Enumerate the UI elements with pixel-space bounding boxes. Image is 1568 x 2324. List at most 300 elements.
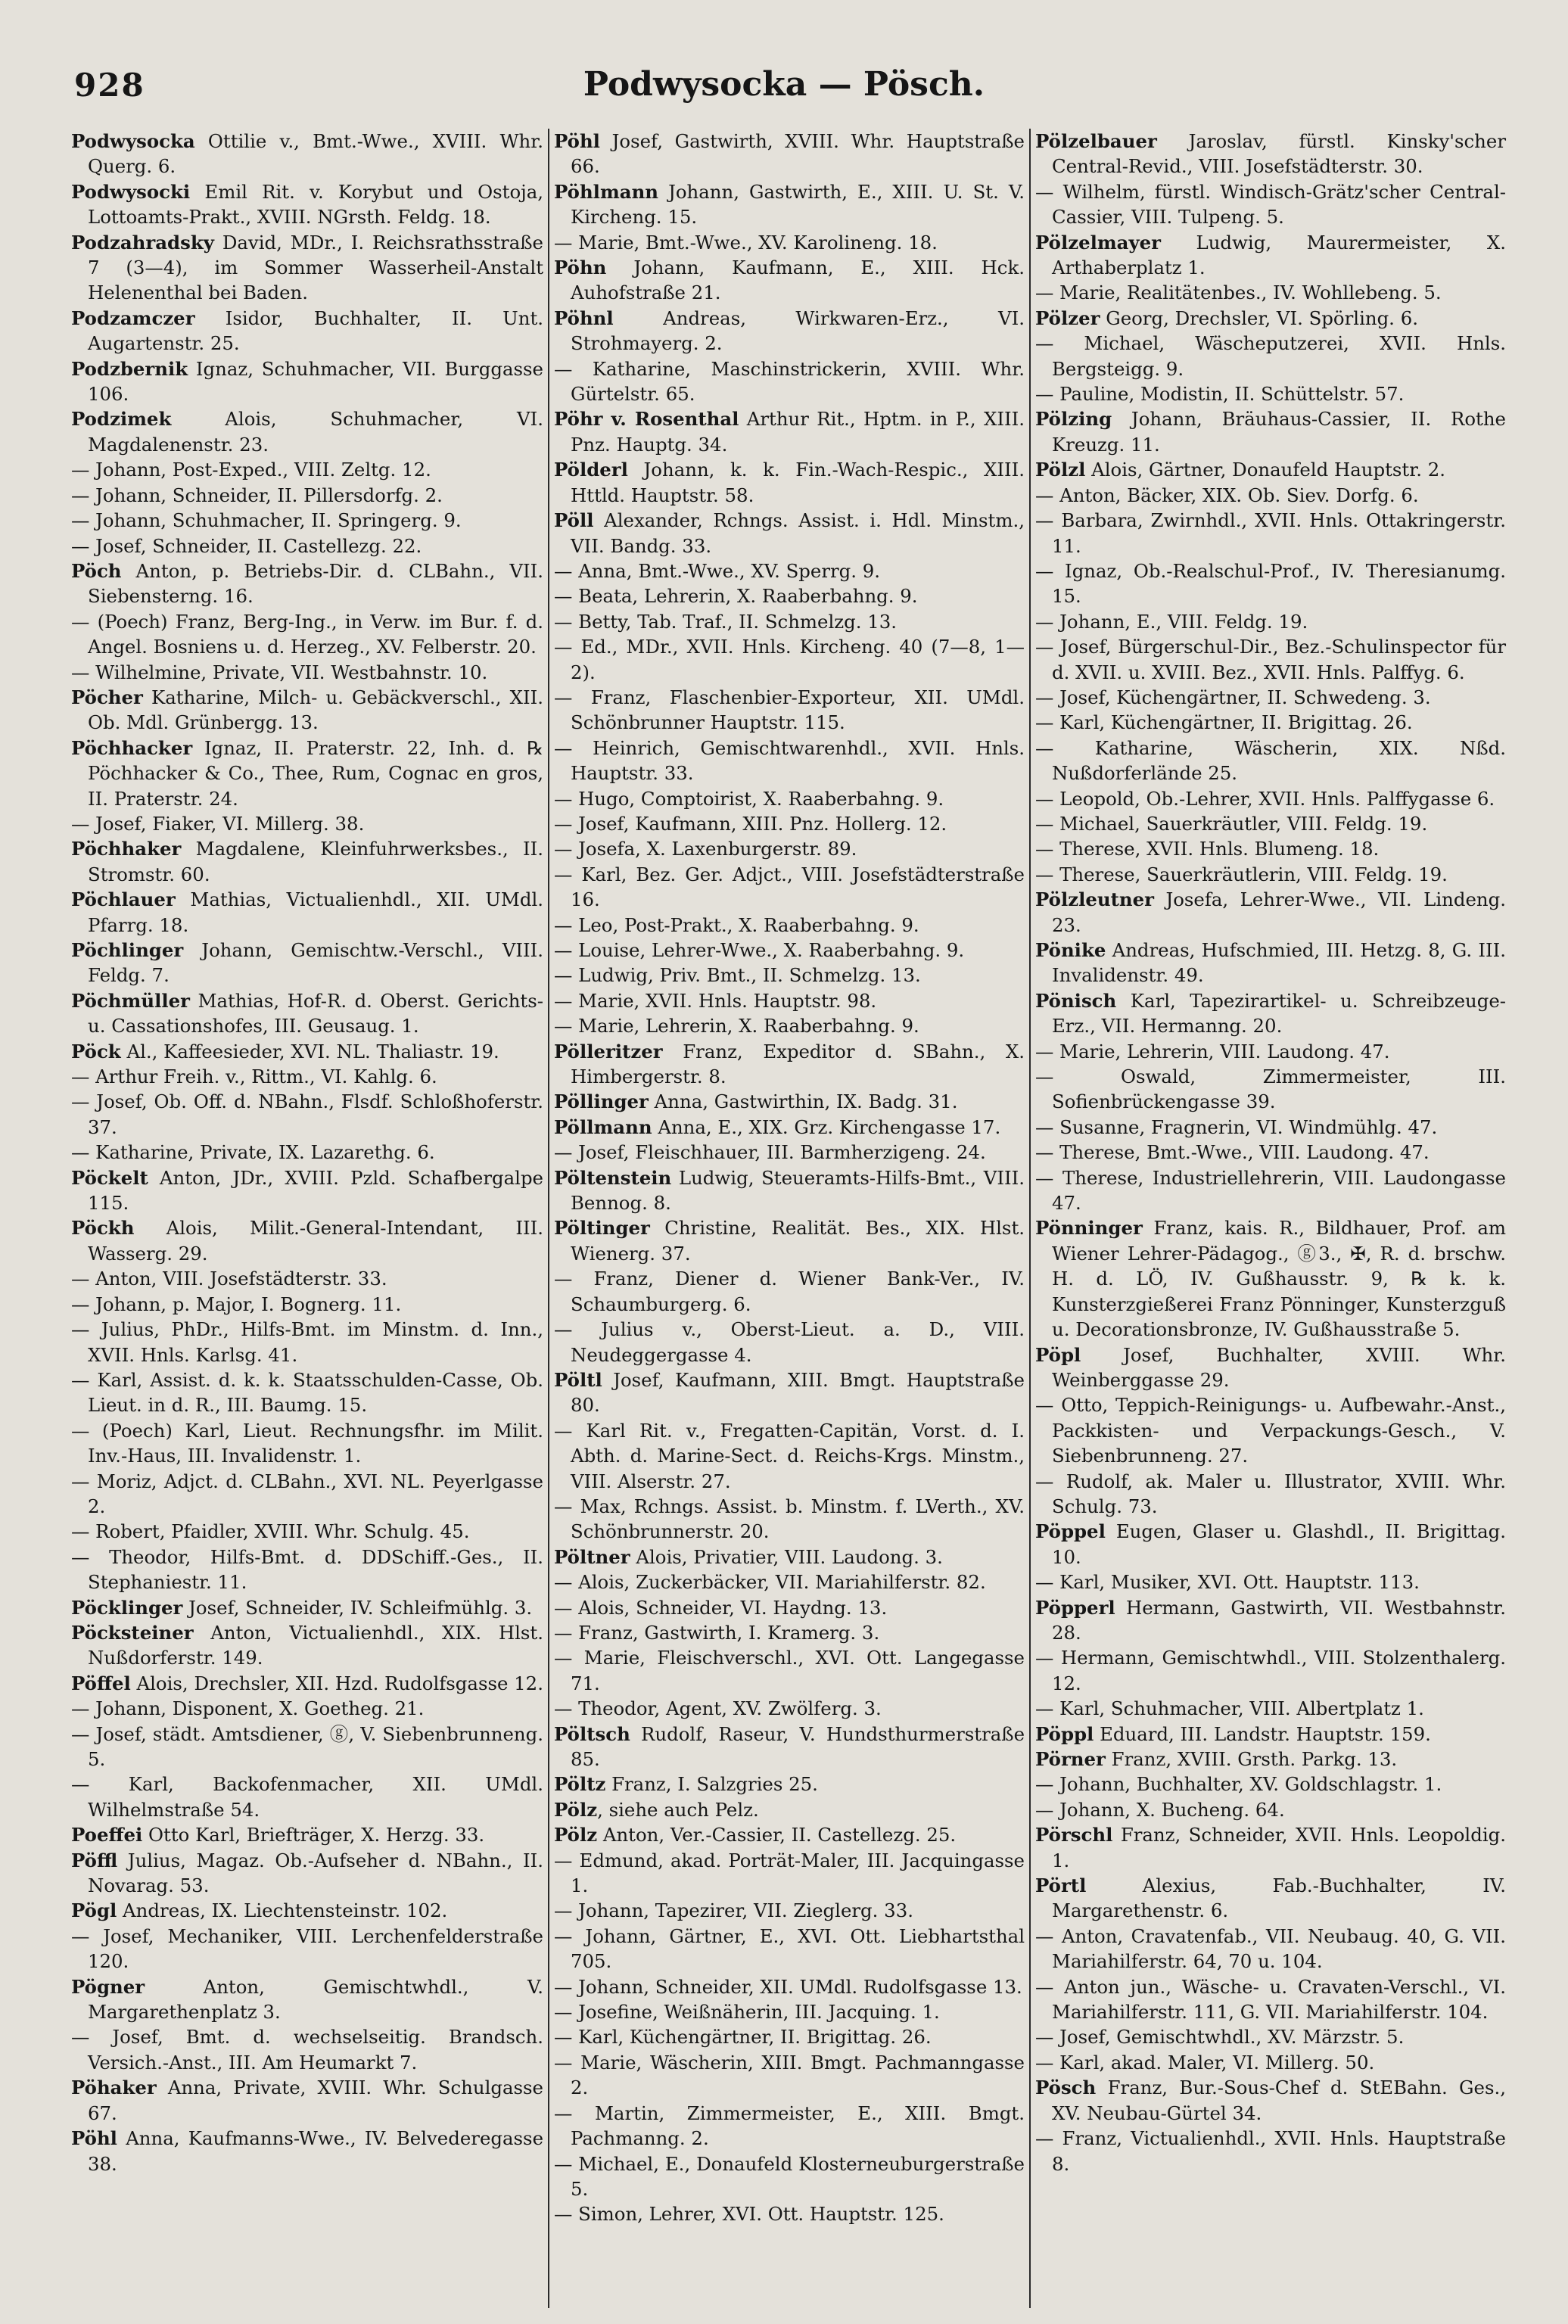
entry-text: — Karl, Musiker, XVI. Ott. Hauptstr. 113. [1035,1571,1420,1594]
entry-text: — Anton, VIII. Josefstädterstr. 33. [71,1268,387,1290]
directory-entry [1035,1974,1506,2025]
entry-surname: Podwysocki [71,180,191,203]
directory-entry [1035,1115,1506,1140]
entry-text: — Beata, Lehrerin, X. Raaberbahng. 9. [554,585,918,608]
directory-entry [554,938,1025,963]
directory-entry [71,1974,543,2025]
directory-entry [554,988,1025,1013]
directory-entry [1035,988,1506,1039]
entry-surname: Pöffel [71,1672,131,1694]
directory-entry [71,1898,543,1923]
directory-entry [71,988,543,1039]
directory-entry [554,609,1025,634]
entry-text: — Josef, Kaufmann, XIII. Pnz. Hollerg. 12. [554,812,947,835]
entry-text: — Ignaz, Ob.-Realschul-Prof., IV. Theresianumg. 15. [1035,559,1506,608]
directory-entry [1035,508,1506,558]
entry-text: — Johann, Gärtner, E., XVI. Ott. Liebhartsthal 705. [554,1924,1025,1973]
entry-surname: Pöhn [554,257,607,279]
directory-entry [554,862,1025,913]
entry-text: Ottilie v., Bmt.-Wwe., XVIII. Whr. Querg. 6. [88,130,543,178]
entry-text: — Johann, Post-Exped., VIII. Zeltg. 12. [71,459,431,481]
directory-entry [1035,1342,1506,1393]
entry-surname: Pölz [554,1798,598,1821]
entry-text: Johann, Bräuhaus-Cassier, II. Rothe Kreuzg. 11. [1052,408,1506,456]
directory-entry [71,1317,543,1367]
entry-text: — Marie, Wäscherin, XIII. Bmgt. Pachmanngasse 2. [554,2051,1025,2099]
entry-text: Anton, Victualienhdl., XIX. Hlst. Nußdorferstr. 149. [88,1621,543,1669]
directory-entry [1035,179,1506,230]
entry-text: Alois, Schuhmacher, VI. Magdalenenstr. 23. [88,408,543,456]
entry-text: Andreas, Hufschmied, III. Hetzg. 8, G. III. Invalidenstr. 49. [1052,939,1506,987]
directory-entry [1035,2075,1506,2126]
entry-text: — Anna, Bmt.-Wwe., XV. Sperrg. 9. [554,559,881,582]
entry-text: — Leopold, Ob.-Lehrer, XVII. Hnls. Palffygasse 6. [1035,787,1495,810]
directory-entry [71,457,543,482]
entry-surname: Pörtl [1035,1874,1087,1897]
entry-text: — Marie, Lehrerin, VIII. Laudong. 47. [1035,1040,1390,1062]
entry-text: — Karl, akad. Maler, VI. Millerg. 50. [1035,2051,1375,2074]
entry-text: Franz, Schneider, XVII. Hnls. Leopoldig. 1. [1052,1824,1506,1871]
entry-surname: Pölzleutner [1035,888,1154,911]
directory-entry [554,1089,1025,1114]
entry-surname: Pöhaker [71,2077,157,2099]
directory-entry [71,1292,543,1317]
entry-text: Alexander, Rchngs. Assist. i. Hdl. Minstm., VII. Bandg. 33. [571,509,1025,557]
directory-entry [1035,736,1506,786]
entry-text: — (Poech) Franz, Berg-Ing., in Verw. im Bur. f. d. Angel. Bosniens u. d. Herzeg., XV. Felberstr. 20. [71,610,543,658]
directory-entry [554,1494,1025,1545]
directory-entry [71,356,543,407]
entry-surname: Pölzelmayer [1035,231,1162,254]
directory-entry [71,2024,543,2075]
directory-entry [71,1215,543,1266]
entry-text: — Betty, Tab. Traf., II. Schmelzg. 13. [554,610,898,633]
directory-entry [554,1140,1025,1165]
directory-entry [71,558,543,609]
directory-entry [554,306,1025,356]
directory-entry [1035,306,1506,331]
entry-text: — Johann, Buchhalter, XV. Goldschlagstr. 1. [1035,1773,1442,1796]
directory-entry [554,1645,1025,1696]
entry-text: — Michael, Wäscheputzerei, XVII. Hnls. Bergsteigg. 9. [1035,332,1506,380]
entry-text: Franz, Expeditor d. SBahn., X. Himbergerstr. 8. [571,1040,1025,1088]
entry-surname: Pölzing [1035,408,1112,431]
entry-text: Ludwig, Steueramts-Hilfs-Bmt., VIII. Bennog. 8. [571,1166,1025,1215]
column-1 [67,129,548,2308]
entry-text: Anna, Private, XVIII. Whr. Schulgasse 67. [88,2077,543,2124]
directory-entry [1035,1392,1506,1468]
entry-text: , siehe auch Pelz. [597,1798,759,1821]
entry-text: Mathias, Hof-R. d. Oberst. Gerichts- u. Cassationshofes, III. Geusaug. 1. [88,989,543,1038]
directory-entry [554,913,1025,938]
directory-entry [554,1620,1025,1645]
entry-text: — Katharine, Maschinstrickerin, XVIII. Whr. Gürtelstr. 65. [554,357,1025,406]
entry-text: — Wilhelm, fürstl. Windisch-Grätz'scher Central-Cassier, VIII. Tulpeng. 5. [1035,180,1506,229]
directory-entry [71,1696,543,1721]
entry-text: Ludwig, Maurermeister, X. Arthaberplatz 1. [1052,231,1506,279]
entry-surname: Pölderl [554,459,628,481]
directory-entry [554,1848,1025,1899]
directory-entry [1035,1215,1506,1342]
entry-surname: Pöllinger [554,1090,649,1113]
entry-surname: Pöck [71,1040,121,1062]
directory-entry [554,179,1025,230]
entry-text: — Marie, Fleischverschl., XVI. Ott. Langegasse 71. [554,1647,1025,1694]
entry-text: Franz, Bur.-Sous-Chef d. StEBahn. Ges., XV. Neubau-Gürtel 34. [1052,2077,1506,2124]
entry-text: — Franz, Flaschenbier-Exporteur, XII. UMdl. Schönbrunner Hauptstr. 115. [554,686,1025,734]
entry-text: — Julius, PhDr., Hilfs-Bmt. im Minstm. d. Inn., XVII. Hnls. Karlsg. 41. [71,1318,543,1366]
entry-text: — Johann, p. Major, I. Bognerg. 11. [71,1293,402,1315]
entry-surname: Pöffl [71,1849,118,1871]
entry-text: Franz, kais. R., Bildhauer, Prof. am Wiener Lehrer-Pädagog., ⓖ3., ✠, R. d. brschw. H. d. LÖ, IV. Gußhausstr. 9, ℞ k. k. Kunsterzgießerei Franz Pönninger, Kunsterzguß u. Decorationsbronze, IV. Gußhausstraße 5. [1052,1217,1506,1341]
directory-entry [1035,2024,1506,2049]
entry-text: — Ed., MDr., XVII. Hnls. Kircheng. 40 (7—8, 1—2). [554,636,1025,683]
entry-text: — Michael, E., Donaufeld Klosterneuburgerstraße 5. [554,2152,1025,2200]
directory-entry [554,1039,1025,1090]
entry-text: Andreas, IX. Liechtensteinstr. 102. [117,1899,448,1922]
entry-text: Johann, Kaufmann, E., XIII. Hck. Auhofstraße 21. [571,257,1025,304]
entry-text: — Anton, Cravatenfab., VII. Neubaug. 40, G. VII. Mariahilferstr. 64, 70 u. 104. [1035,1924,1506,1973]
directory-entry [1035,1039,1506,1064]
entry-surname: Pöltenstein [554,1166,672,1189]
entry-text: Katharine, Milch- u. Gebäckverschl., XII. Ob. Mdl. Grünbergg. 13. [88,686,543,734]
entry-text: — Franz, Diener d. Wiener Bank-Ver., IV. Schaumburgerg. 6. [554,1268,1025,1315]
directory-entry [554,558,1025,583]
entry-surname: Pöhl [71,2127,117,2150]
directory-entry [554,1595,1025,1620]
entry-text: Karl, Tapezirartikel- u. Schreibzeuge-Erz., VII. Hermanng. 20. [1052,989,1506,1038]
directory-entry [1035,483,1506,508]
entry-text: Eduard, III. Landstr. Hauptstr. 159. [1094,1722,1431,1745]
entry-text: Hermann, Gastwirth, VII. Westbahnstr. 28. [1052,1596,1506,1644]
entry-text: — Louise, Lehrer-Wwe., X. Raaberbahng. 9. [554,939,965,961]
entry-text: — Michael, Sauerkräutler, VIII. Feldg. 19. [1035,812,1428,835]
entry-text: Magdalene, Kleinfuhrwerksbes., II. Stromstr. 60. [88,838,543,885]
entry-text: Eugen, Glaser u. Glashdl., II. Brigittag. 10. [1052,1520,1506,1568]
entry-text: Christine, Realität. Bes., XIX. Hlst. Wienerg. 37. [571,1217,1025,1265]
entry-surname: Pöchlinger [71,939,184,961]
entry-surname: Pöchmüller [71,989,190,1012]
entry-text: Alois, Gärtner, Donaufeld Hauptstr. 2. [1085,459,1445,481]
entry-text: — Anton jun., Wäsche- u. Cravaten-Verschl., VI. Mariahilferstr. 111, G. VII. Mariahilferstr. 104. [1035,1975,1506,2024]
entry-text: Jaroslav, fürstl. Kinsky'scher Central-Revid., VIII. Josefstädterstr. 30. [1052,130,1506,178]
directory-entry [1035,710,1506,735]
entry-text: — Josef, Schneider, II. Castellezg. 22. [71,534,422,557]
entry-text: — Julius v., Oberst-Lieut. a. D., VIII. Neudeggergasse 4. [554,1318,1025,1366]
entry-text: — Theodor, Hilfs-Bmt. d. DDSchiff.-Ges., II. Stephaniestr. 11. [71,1545,543,1594]
directory-entry [554,1418,1025,1494]
directory-entry [1035,786,1506,811]
entry-text: — Johann, Schneider, XII. UMdl. Rudolfsgasse 13. [554,1975,1022,1998]
directory-entry [71,1266,543,1291]
directory-entry [71,2126,543,2176]
entry-text: Rudolf, Raseur, V. Hundsthurmerstraße 85. [571,1722,1025,1770]
entry-text: — Therese, XVII. Hnls. Blumeng. 18. [1035,838,1380,860]
directory-entry [71,1545,543,1595]
directory-entry [71,1089,543,1140]
directory-entry [1035,129,1506,179]
entry-surname: Podzimek [71,408,172,431]
directory-entry [1035,836,1506,861]
entry-text: — Moriz, Adjct. d. CLBahn., XVI. NL. Peyerlgasse 2. [71,1470,543,1517]
entry-text: — Hugo, Comptoirist, X. Raaberbahng. 9. [554,787,944,810]
entry-text: Johann, Gemischtw.-Verschl., VIII. Feldg. 7. [88,939,543,987]
entry-surname: Pöchhaker [71,838,182,860]
entry-text: — Karl, Assist. d. k. k. Staatsschulden-Casse, Ob. Lieut. in d. R., III. Baumg. 15. [71,1368,543,1417]
entry-text: — Marie, Realitätenbes., IV. Wohllebeng. 5. [1035,282,1442,304]
directory-entry [554,685,1025,736]
entry-text: — Marie, XVII. Hnls. Hauptstr. 98. [554,989,877,1012]
entry-surname: Pönninger [1035,1217,1143,1240]
entry-text: Josef, Gastwirth, XVIII. Whr. Hauptstraße 66. [571,130,1025,178]
directory-entry [1035,280,1506,305]
directory-entry [554,1215,1025,1266]
entry-text: Josef, Buchhalter, XVIII. Whr. Weinberggasse 29. [1052,1343,1506,1391]
directory-entry [71,1140,543,1165]
entry-text: — Theodor, Agent, XV. Zwölferg. 3. [554,1697,882,1720]
directory-entry [71,685,543,736]
entry-text: Alexius, Fab.-Buchhalter, IV. Margarethenstr. 6. [1052,1874,1506,1922]
entry-text: Andreas, Wirkwaren-Erz., VI. Strohmayerg. 2. [571,306,1025,355]
directory-entry [71,230,543,306]
entry-surname: Pöckelt [71,1166,148,1189]
column-2 [548,129,1029,2308]
entry-surname: Pöhr v. Rosenthal [554,408,739,431]
directory-entry [71,1039,543,1064]
entry-text: — Johann, E., VIII. Feldg. 19. [1035,610,1308,633]
directory-entry [71,179,543,230]
entry-surname: Pöppl [1035,1722,1094,1745]
directory-entry [554,1545,1025,1570]
directory-entry [1035,558,1506,609]
directory-entry [554,583,1025,608]
directory-entry [554,1266,1025,1317]
directory-entry [554,836,1025,861]
entry-text: David, MDr., I. Reichsrathsstraße 7 (3—4), im Sommer Wasserheil-Anstalt Helenenthal bei Baden. [88,231,543,304]
entry-text: Arthur Rit., Hptm. in P., XIII. Pnz. Hauptg. 34. [571,408,1025,456]
entry-text: — Karl, Backofenmacher, XII. UMdl. Wilhelmstraße 54. [71,1773,543,1821]
directory-entry [71,1848,543,1899]
directory-entry [554,2201,1025,2226]
entry-surname: Poeffei [71,1824,143,1846]
entry-text: — Josef, Bürgerschul-Dir., Bez.-Schulinspector für d. XVII. u. XVIII. Bez., XVII. Hnls. Palffyg. 6. [1035,636,1506,683]
entry-surname: Pölzl [1035,459,1086,481]
entry-text: Anton, Gemischtwhdl., V. Margarethenplatz 3. [88,1975,543,2024]
entry-text: — Katharine, Wäscherin, XIX. Nßd. Nußdorferlände 25. [1035,736,1506,785]
directory-entry [1035,811,1506,836]
directory-entry [554,1974,1025,1999]
directory-entry [1035,2126,1506,2176]
entry-text: Otto Karl, Briefträger, X. Herzg. 33. [142,1824,485,1846]
directory-entry [71,736,543,811]
entry-surname: Pösch [1035,2077,1097,2099]
entry-text: — Barbara, Zwirnhdl., XVII. Hnls. Ottakringerstr. 11. [1035,509,1506,557]
entry-text: — Max, Rchngs. Assist. b. Minstm. f. LVerth., XV. Schönbrunnerstr. 20. [554,1495,1025,1543]
entry-surname: Pöpl [1035,1343,1081,1366]
directory-entry [554,2024,1025,2049]
directory-entry [71,1822,543,1847]
entry-text: — (Poech) Karl, Lieut. Rechnungsfhr. im Milit. Inv.-Haus, III. Invalidenstr. 1. [71,1419,543,1467]
entry-text: Emil Rit. v. Korybut und Ostoja, Lottoamts-Prakt., XVIII. NGrsth. Feldg. 18. [88,180,543,229]
directory-entry [554,634,1025,685]
entry-surname: Pöch [71,559,122,582]
directory-entry [554,508,1025,558]
entry-surname: Podzbernik [71,357,188,380]
directory-entry [554,1696,1025,1721]
entry-text: — Josef, Gemischtwhdl., XV. Märzstr. 5. [1035,2026,1405,2049]
entry-surname: Pöckh [71,1217,135,1240]
entry-text: — Franz, Victualienhdl., XVII. Hnls. Hauptstraße 8. [1035,2127,1506,2175]
entry-text: Johann, Gastwirth, E., XIII. U. St. V. Kircheng. 15. [571,180,1025,229]
directory-entry [1035,938,1506,988]
entry-text: Anton, p. Betriebs-Dir. d. CLBahn., VII. Siebensterng. 16. [88,559,543,608]
directory-entry [1035,1469,1506,1520]
directory-entry [71,1165,543,1216]
directory-entry [554,811,1025,836]
directory-entry [554,1822,1025,1847]
directory-entry [554,1165,1025,1216]
entry-surname: Pögl [71,1899,117,1922]
entry-surname: Pölzelbauer [1035,130,1157,152]
directory-entry [554,736,1025,786]
entry-surname: Pöltl [554,1368,602,1391]
entry-surname: Pöhnl [554,306,614,329]
entry-surname: Pöcher [71,686,143,708]
entry-text: — Karl, Bez. Ger. Adjct., VIII. Josefstädterstraße 16. [554,863,1025,911]
entry-text: Julius, Magaz. Ob.-Aufseher d. NBahn., II. Novarag. 53. [88,1849,543,1897]
directory-entry [1035,230,1506,281]
entry-text: — Karl, Küchengärtner, II. Brigittag. 26. [554,2026,932,2049]
entry-surname: Pörner [1035,1748,1106,1770]
entry-surname: Podzamczer [71,306,195,329]
entry-text: — Therese, Sauerkräutlerin, VIII. Feldg. 19. [1035,863,1448,885]
directory-entry [71,1772,543,1822]
directory-entry [554,129,1025,179]
entry-text: — Josef, Ob. Off. d. NBahn., Flsdf. Schloßhoferstr. 37. [71,1090,543,1138]
entry-text: — Marie, Lehrerin, X. Raaberbahng. 9. [554,1015,919,1038]
directory-entry [71,1924,543,1974]
entry-surname: Pöhlmann [554,180,659,203]
directory-entry [71,1519,543,1544]
entry-text: Georg, Drechsler, VI. Spörling. 6. [1100,306,1418,329]
entry-text: — Josef, städt. Amtsdiener, ⓖ, V. Siebenbrunneng. 5. [71,1722,543,1770]
entry-surname: Pöltsch [554,1722,630,1745]
directory-entry [1035,406,1506,457]
page-number: 928 [74,67,145,104]
directory-entry [554,230,1025,255]
directory-entry [71,811,543,836]
entry-text: — Susanne, Fragnerin, VI. Windmühlg. 47. [1035,1115,1438,1138]
directory-entry [1035,862,1506,887]
entry-text: — Johann, Schneider, II. Pillersdorfg. 2. [71,484,443,506]
directory-entry [1035,1797,1506,1822]
entry-text: Alois, Privatier, VIII. Laudong. 3. [630,1545,943,1568]
entry-text: Anna, Kaufmanns-Wwe., IV. Belvederegasse 38. [88,2127,543,2175]
entry-surname: Pöppel [1035,1520,1106,1543]
directory-entry [71,1367,543,1418]
entry-text: — Heinrich, Gemischtwarenhdl., XVII. Hnls. Hauptstr. 33. [554,736,1025,785]
directory-entry [71,406,543,457]
entry-text: Johann, k. k. Fin.-Wach-Respic., XIII. Httld. Hauptstr. 58. [571,459,1025,506]
entry-surname: Pöcksteiner [71,1621,194,1644]
entry-surname: Pöltner [554,1545,630,1568]
directory-entry [1035,1165,1506,1216]
directory-entry [554,963,1025,988]
entry-text: — Johann, Schuhmacher, II. Springerg. 9. [71,509,462,532]
entry-text: — Martin, Zimmermeister, E., XIII. Bmgt. Pachmanng. 2. [554,2102,1025,2150]
entry-surname: Pönisch [1035,989,1117,1012]
directory-entry [1035,457,1506,482]
directory-entry [554,1570,1025,1594]
entry-text: — Leo, Post-Prakt., X. Raaberbahng. 9. [554,913,919,936]
directory-entry [1035,887,1506,938]
directory-entry [1035,1645,1506,1696]
directory-entry [1035,609,1506,634]
entry-text: — Marie, Bmt.-Wwe., XV. Karolineng. 18. [554,231,938,254]
entry-text: — Therese, Bmt.-Wwe., VIII. Laudong. 47. [1035,1141,1430,1164]
directory-entry [71,2075,543,2126]
entry-text: Franz, I. Salzgries 25. [605,1773,818,1796]
directory-entry [554,1115,1025,1140]
entry-text: — Karl, Küchengärtner, II. Brigittag. 26. [1035,711,1413,734]
directory-entry [554,1317,1025,1367]
entry-text: — Wilhelmine, Private, VII. Westbahnstr. 10. [71,661,488,683]
entry-text: — Katharine, Private, IX. Lazarethg. 6. [71,1141,435,1164]
directory-entry [71,306,543,356]
columns [67,129,1523,2308]
entry-text: — Rudolf, ak. Maler u. Illustrator, XVIII. Whr. Schulg. 73. [1035,1470,1506,1517]
entry-text: — Josef, Küchengärtner, II. Schwedeng. 3. [1035,686,1431,708]
directory-entry [71,1620,543,1671]
directory-entry [71,1595,543,1620]
entry-surname: Pörschl [1035,1824,1113,1846]
entry-surname: Pöltinger [554,1217,650,1240]
directory-entry [1035,1519,1506,1570]
entry-text: — Otto, Teppich-Reinigungs- u. Aufbewahr.-Anst., Packkisten- und Verpackungs-Gesch., V. Siebenbrunneng. 27. [1035,1394,1506,1467]
directory-entry [1035,1924,1506,1974]
directory-entry [71,483,543,508]
directory-entry [554,1013,1025,1038]
entry-text: — Josefa, X. Laxenburgerstr. 89. [554,838,857,860]
entry-text: — Johann, Tapezirer, VII. Zieglerg. 33. [554,1899,913,1922]
entry-text: Franz, XVIII. Grsth. Parkg. 13. [1105,1748,1398,1770]
directory-entry [1035,685,1506,710]
entry-surname: Pöltz [554,1773,606,1796]
entry-text: Mathias, Victualienhdl., XII. UMdl. Pfarrg. 18. [88,888,543,936]
entry-text: — Josef, Bmt. d. wechselseitig. Brandsch. Versich.-Anst., III. Am Heumarkt 7. [71,2026,543,2074]
directory-entry [71,836,543,887]
entry-text: — Simon, Lehrer, XVI. Ott. Hauptstr. 125. [554,2203,944,2226]
entry-text: Ignaz, Schuhmacher, VII. Burggasse 106. [88,357,543,406]
directory-entry [71,1469,543,1520]
entry-surname: Pölzer [1035,306,1100,329]
directory-entry [1035,1064,1506,1115]
directory-entry [1035,1696,1506,1721]
entry-text: — Alois, Schneider, VI. Haydng. 13. [554,1596,888,1619]
directory-entry [1035,634,1506,685]
entry-surname: Pönike [1035,939,1106,961]
directory-entry [554,406,1025,457]
directory-entry [554,786,1025,811]
entry-text: — Johann, Disponent, X. Goetheg. 21. [71,1697,425,1720]
entry-text: — Karl Rit. v., Fregatten-Capitän, Vorst. d. I. Abth. d. Marine-Sect. d. Reichs-Krgs. Minstm., VIII. Alserstr. 27. [554,1419,1025,1492]
directory-entry [1035,331,1506,381]
directory-entry [1035,1595,1506,1646]
entry-surname: Pöpperl [1035,1596,1115,1619]
entry-text: — Karl, Schuhmacher, VIII. Albertplatz 1. [1035,1697,1424,1720]
directory-entry [71,660,543,685]
entry-text: Josefa, Lehrer-Wwe., VII. Lindeng. 23. [1052,888,1506,936]
